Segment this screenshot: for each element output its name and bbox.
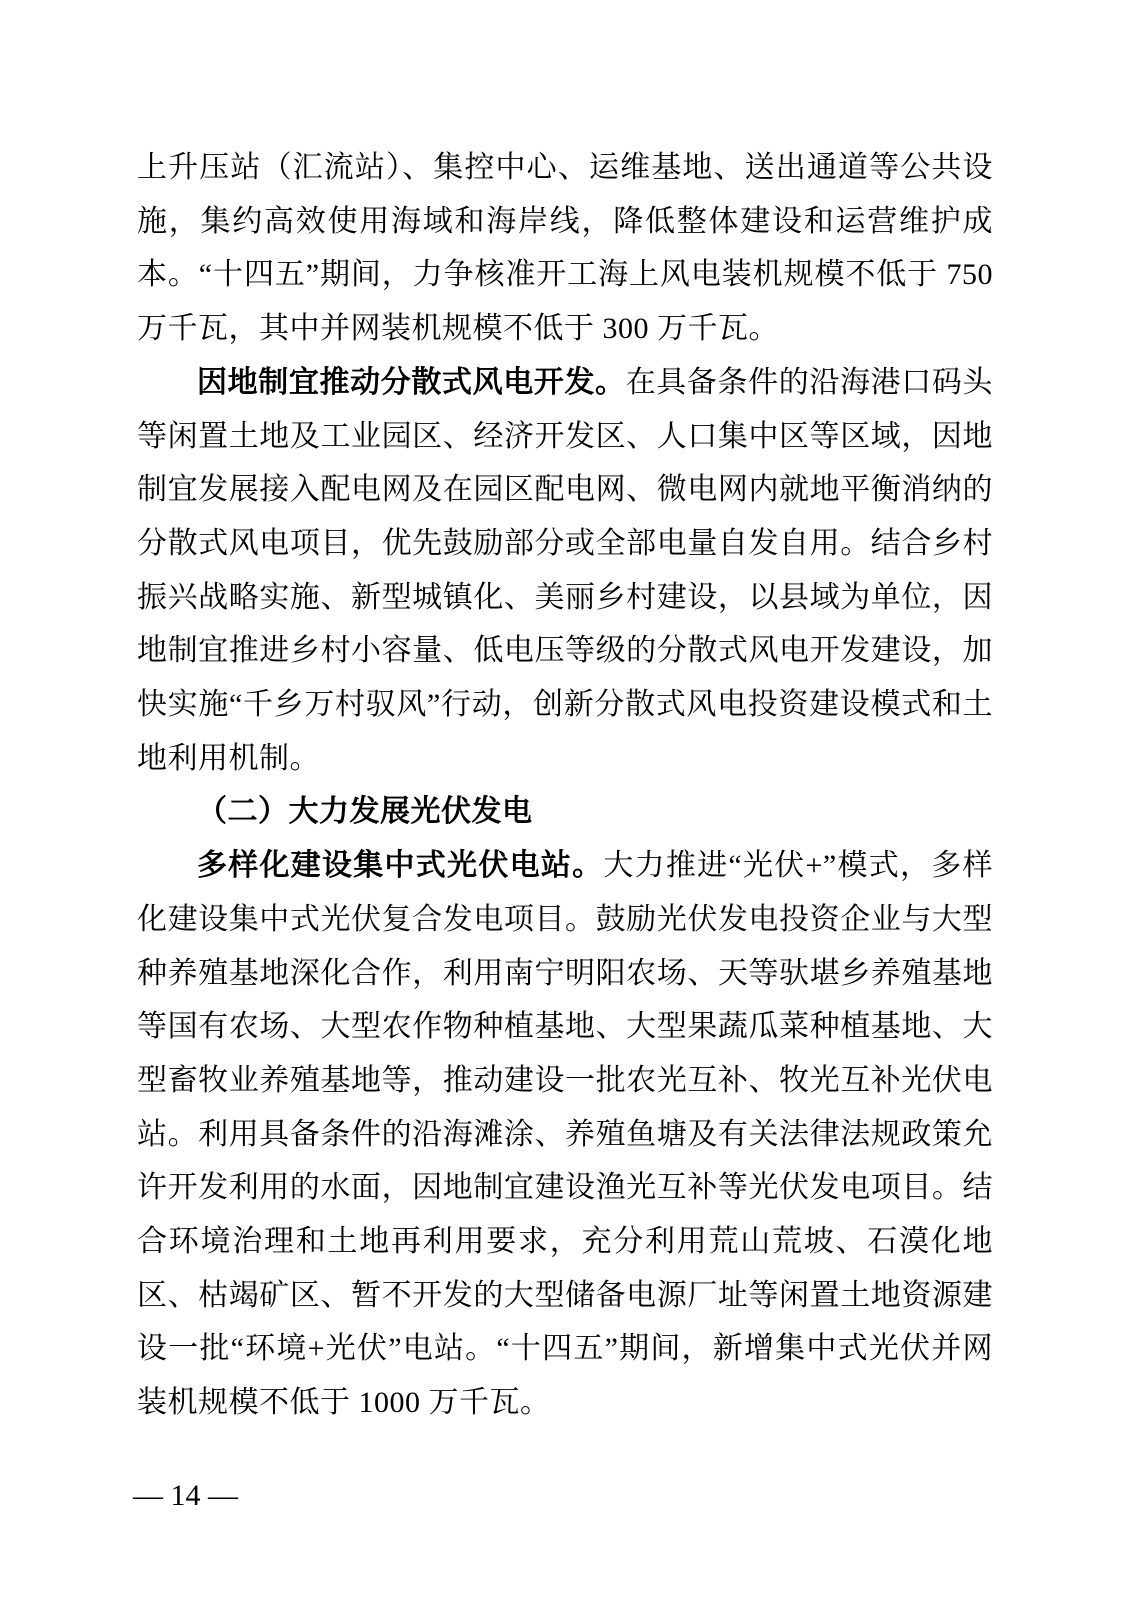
paragraph-centralized-solar: [137, 839, 993, 1430]
paragraph-offshore-wind-continuation: [137, 141, 993, 356]
paragraph-lead: 多样化建设集中式光伏电站。: [197, 849, 604, 883]
paragraph-text: 上升压站（汇流站）、集控中心、运维基地、送出通道等公共设施，集约高效使用海域和海岸线，降低整体建设和运营维护成本。“十四五”期间，力争核准开工海上风电装机规模不低于 750 万千瓦，其中并网装机规模不低于 300 万千瓦。: [137, 151, 993, 346]
paragraph-distributed-wind: [137, 356, 993, 786]
paragraph-lead: 因地制宜推动分散式风电开发。: [197, 365, 626, 399]
document-body: [137, 141, 993, 1430]
page-footer: [133, 1479, 238, 1513]
page-number: — 14 —: [133, 1479, 238, 1512]
paragraph-text: 大力推进“光伏+”模式，多样化建设集中式光伏复合发电项目。鼓励光伏发电投资企业与大型种养殖基地深化合作，利用南宁明阳农场、天等驮堪乡养殖基地等国有农场、大型农作物种植基地、大型果蔬瓜菜种植基地、大型畜牧业养殖基地等，推动建设一批农光互补、牧光互补光伏电站。利用具备条件的沿海滩涂、养殖鱼塘及有关法律法规政策允许开发利用的水面，因地制宜建设渔光互补等光伏发电项目。结合环境治理和土地再利用要求，充分利用荒山荒坡、石漠化地区、枯竭矿区、暂不开发的大型储备电源厂址等闲置土地资源建设一批“环境+光伏”电站。“十四五”期间，新增集中式光伏并网装机规模不低于 1000 万千瓦。: [137, 849, 993, 1420]
paragraph-text: 在具备条件的沿海港口码头等闲置土地及工业园区、经济开发区、人口集中区等区域，因地制宜发展接入配电网及在园区配电网、微电网内就地平衡消纳的分散式风电项目，优先鼓励部分或全部电量自发自用。结合乡村振兴战略实施、新型城镇化、美丽乡村建设，以县域为单位，因地制宜推进乡村小容量、低电压等级的分散式风电开发建设，加快实施“千乡万村驭风”行动，创新分散式风电投资建设模式和土地利用机制。: [137, 365, 994, 775]
section-heading-solar: （二）大力发展光伏发电: [197, 795, 533, 829]
